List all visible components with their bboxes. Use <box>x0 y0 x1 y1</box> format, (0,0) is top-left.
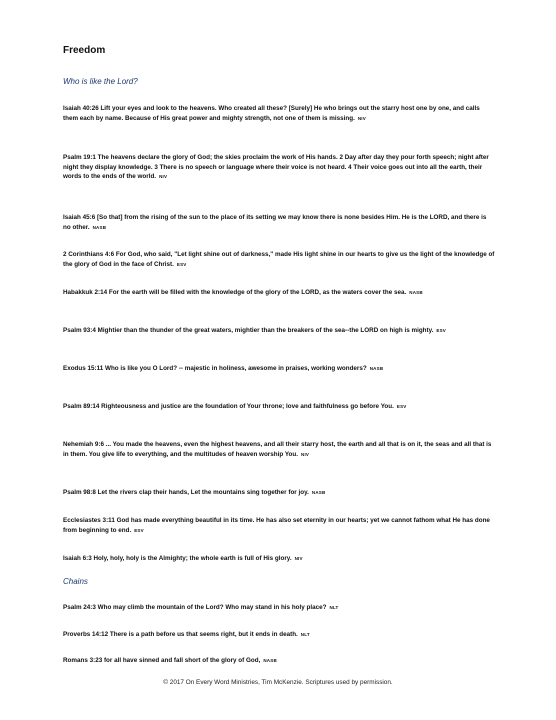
verse: Isaiah 40:26 Lift your eyes and look to the heavens. Who created all these? [Surely] He who brings out the starry host one by one, and calls them each by name. Because of His great power and mighty strength, not one of them is missing. NIV <box>63 105 480 122</box>
version-tag: NIV <box>301 451 310 457</box>
version-tag: NLT <box>329 605 339 610</box>
version-tag: ESV <box>134 527 144 533</box>
verse: Ecclesiastes 3:11 God has made everything beautiful in its time. He has also set eternity in our hearts; yet we cannot fathom what He has done from beginning to end. ESV <box>63 517 490 534</box>
version-tag: NIV <box>159 174 168 180</box>
verse: Isaiah 6:3 Holy, holy, holy is the Almighty; the whole earth is full of His glory. NIV <box>63 555 303 562</box>
version-tag: NASB <box>263 658 277 663</box>
verse: Proverbs 14:12 There is a path before us that seems right, but it ends in death. NLT <box>63 631 310 638</box>
version-tag: NASB <box>409 290 423 295</box>
verse: Romans 3:23 for all have sinned and fall short of the glory of God, NASB <box>63 657 277 664</box>
version-tag: NIV <box>294 556 303 561</box>
section-heading: Who is like the Lord? <box>63 77 138 86</box>
verse: Psalm 19:1 The heavens declare the glory of God; the skies proclaim the work of His hands. 2 Day after day they pour forth speech; night after night they display knowledge. 3 There is no speech or language where their voice is not heard. 4 Their voice goes out into all the earth, their words to the ends of the world. NIV <box>63 154 489 181</box>
verse: Psalm 24:3 Who may climb the mountain of the Lord? Who may stand in his holy place? NLT <box>63 604 339 611</box>
version-tag: ESV <box>396 404 407 409</box>
version-tag: NIV <box>357 115 366 121</box>
version-tag: ESV <box>176 261 187 267</box>
verse: Nehemiah 9:6 ... You made the heavens, even the highest heavens, and all their starry host, the earth and all that is on it, the seas and all that is in them. You give life to everything, and the multitudes of heaven worship You. NIV <box>63 441 492 458</box>
verse: Exodus 15:11 Who is like you O Lord? -- majestic in holiness, awesome in praises, working wonders? NASB <box>63 365 384 372</box>
version-tag: NLT <box>300 632 310 637</box>
verse: Psalm 98:8 Let the rivers clap their hands, Let the mountains sing together for joy. NASB <box>63 489 326 496</box>
copyright-footer: © 2017 On Every Word Ministries, Tim McKenzie. Scriptures used by permission. <box>163 679 393 686</box>
verse: 2 Corinthians 4:6 For God, who said, "Let light shine out of darkness," made His light shine in our hearts to give us the light of the knowledge of the glory of God in the face of Christ. ESV <box>63 251 495 268</box>
version-tag: NASB <box>92 224 107 230</box>
verse: Psalm 89:14 Righteousness and justice are the foundation of Your throne; love and faithfulness go before You. ESV <box>63 403 407 410</box>
section-heading: Chains <box>63 577 88 586</box>
version-tag: NASB <box>369 366 384 371</box>
version-tag: NASB <box>311 490 326 495</box>
document-title: Freedom <box>63 45 106 56</box>
verse: Psalm 93:4 Mightier than the thunder of the great waters, mightier than the breakers of the sea--the LORD on high is mighty. ESV <box>63 327 447 334</box>
verse: Habakkuk 2:14 For the earth will be filled with the knowledge of the glory of the LORD, as the waters cover the sea. NASB <box>63 289 423 296</box>
verse: Isaiah 45:6 [So that] from the rising of the sun to the place of its setting we may know there is none besides Him. He is the LORD, and there is no other. NASB <box>63 214 487 231</box>
version-tag: ESV <box>436 328 447 333</box>
